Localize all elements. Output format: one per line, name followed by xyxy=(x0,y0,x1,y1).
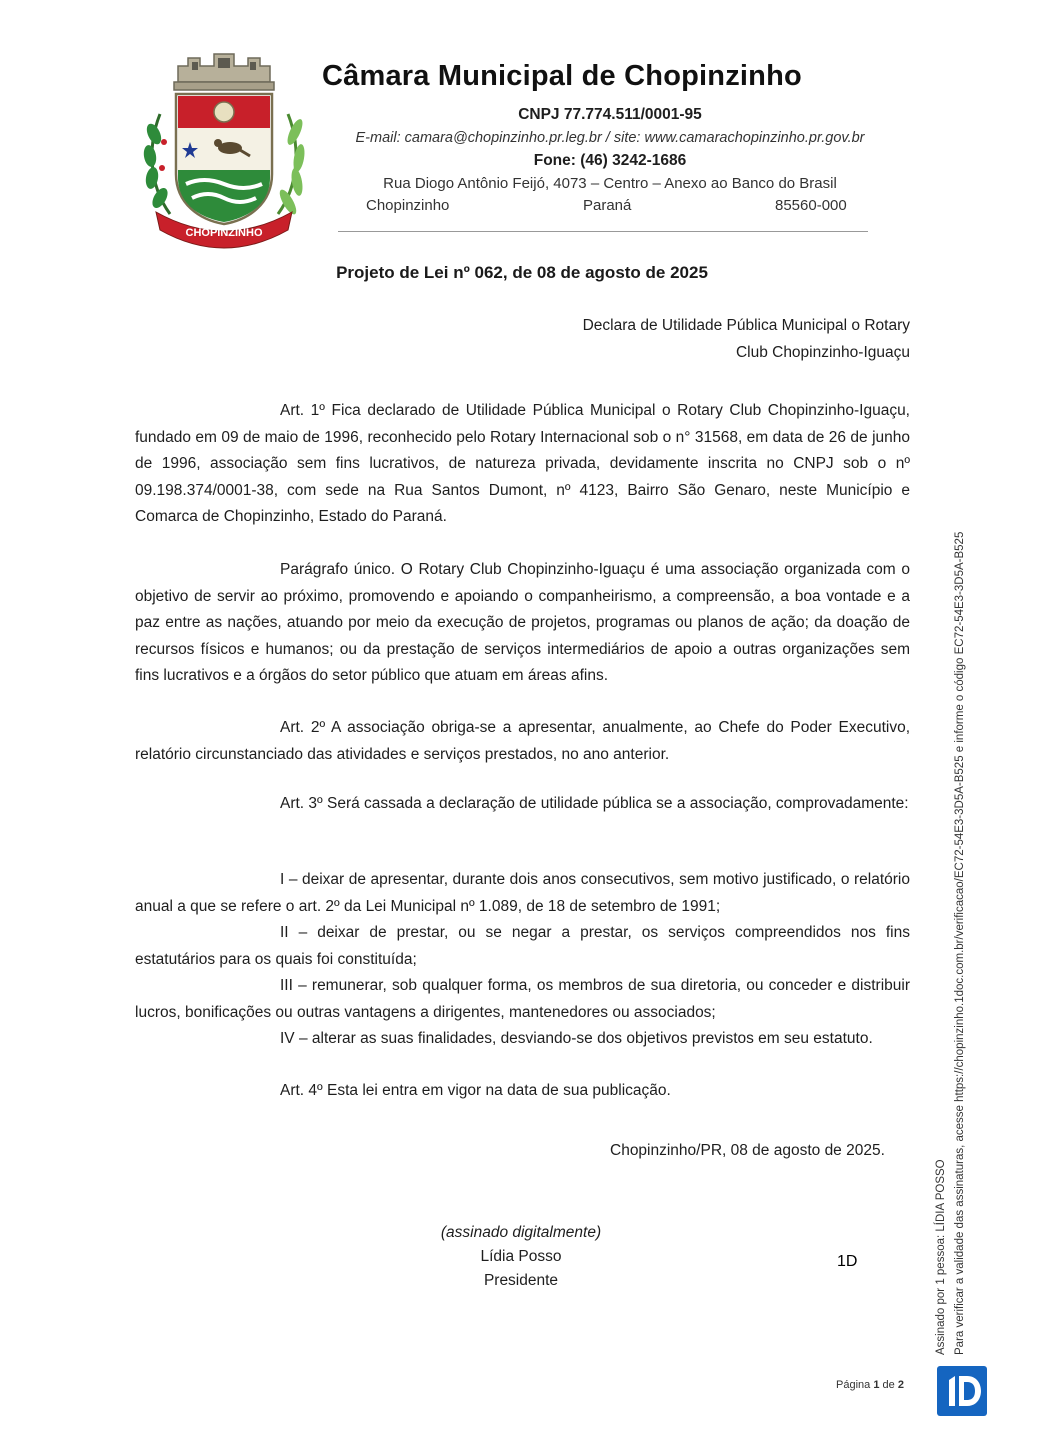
1doc-logo-text: 1D xyxy=(837,1253,858,1270)
article-4: Art. 4º Esta lei entra em vigor na data de sua publicação. xyxy=(280,1082,671,1099)
institution-city: Chopinzinho xyxy=(366,197,450,214)
page-of: de xyxy=(882,1379,895,1391)
page-current: 1 xyxy=(873,1379,880,1391)
left-branch-icon xyxy=(142,114,171,214)
article-1: Art. 1º Fica declarado de Utilidade Pública Municipal o Rotary Club Chopinzinho-Iguaçu, fundado em 09 de maio de 1996, reconhecido pelo Rotary Internacional sob o n° 31568, em data de 26 de junho de 1996, associação sem fins lucrativos, de natureza privada, devidamente inscrita no CNPJ sob o nº 09.198.374/0001-38, com sede na Rua Santos Dumont, nº 4123, Bairro São Genaro, neste Município e Comarca de Chopinzinho, Estado do Paraná. xyxy=(135,402,910,525)
institution-address: Rua Diogo Antônio Feijó, 4073 – Centro – Anexo ao Banco do Brasil xyxy=(383,175,837,192)
page-label: Página xyxy=(836,1379,871,1391)
institution-zip: 85560-000 xyxy=(775,197,847,214)
crest-banner-text: CHOPINZINHO xyxy=(185,227,263,239)
municipal-crest-logo xyxy=(138,44,310,244)
institution-phone: Fone: (46) 3242-1686 xyxy=(533,152,687,169)
institution-state: Paraná xyxy=(583,197,632,214)
ementa-line-2: Club Chopinzinho-Iguaçu xyxy=(735,344,910,361)
signature-note: (assinado digitalmente) xyxy=(440,1224,602,1241)
verification-url-line[interactable]: Para verificar a validade das assinaturas, acesse https://chopinzinho.1doc.com.br/verificacao/EC72-54E3-3D5A-B525 e informe o código EC72-54E3-3D5A-B525 xyxy=(954,531,966,1355)
signed-by-line: Assinado por 1 pessoa: LÍDIA POSSO xyxy=(935,1159,947,1355)
article-2: Art. 2º A associação obriga-se a apresentar, anualmente, ao Chefe do Poder Executivo, relatório circunstanciado das atividades e serviços prestados, no ano anterior. xyxy=(135,719,910,763)
signer-name: Lídia Posso xyxy=(480,1248,562,1265)
bill-title: Projeto de Lei nº 062, de 08 de agosto de 2025 xyxy=(336,263,708,282)
page-number xyxy=(836,1379,904,1391)
crown-icon xyxy=(174,54,274,90)
signer-role: Presidente xyxy=(483,1272,559,1289)
institution-cnpj: CNPJ 77.774.511/0001-95 xyxy=(518,106,702,123)
date-place: Chopinzinho/PR, 08 de agosto de 2025. xyxy=(610,1142,885,1159)
ementa-line-1: Declara de Utilidade Pública Municipal o Rotary xyxy=(582,317,910,334)
institution-email-site: E-mail: camara@chopinzinho.pr.leg.br / site: www.camarachopinzinho.pr.gov.br xyxy=(355,130,865,146)
article-3-item-2: II – deixar de prestar, ou se negar a prestar, os serviços compreendidos nos fins estatutários para os quais foi constituída; xyxy=(135,924,910,968)
article-1-sole-paragraph: Parágrafo único. O Rotary Club Chopinzinho-Iguaçu é uma associação organizada com o objetivo de servir ao próximo, promovendo e apoiando o companheirismo, a compreensão, a boa vontade e a paz entre as nações, atuando por meio da execução de projetos, programas ou planos de ação; da doação de recursos físicos e humanos; ou da prestação de serviços intermediários de apoio a outras organizações sem fins lucrativos e a órgãos do setor público que atuam em áreas afins. xyxy=(135,561,910,684)
page-total: 2 xyxy=(897,1379,904,1391)
signature-verification-note xyxy=(932,435,970,1355)
article-3-item-4: IV – alterar as suas finalidades, desviando-se dos objetivos previstos em seu estatuto. xyxy=(280,1030,873,1047)
header-divider xyxy=(338,231,868,232)
right-branch-icon xyxy=(277,114,307,217)
article-3: Art. 3º Será cassada a declaração de utilidade pública se a associação, comprovadamente: xyxy=(280,795,909,812)
signature-block xyxy=(410,1221,632,1293)
institution-title: Câmara Municipal de Chopinzinho xyxy=(322,60,802,92)
article-3-item-1: I – deixar de apresentar, durante dois anos consecutivos, sem motivo justificado, o relatório anual a que se refere o art. 2º da Lei Municipal nº 1.089, de 18 de setembro de 1991; xyxy=(135,871,910,915)
bill-ementa xyxy=(520,312,910,366)
article-3-item-3: III – remunerar, sob qualquer forma, os membros de sua diretoria, ou conceder e distribuir lucros, bonificações ou outras vantagens a dirigentes, mantenedores ou associados; xyxy=(135,977,910,1021)
